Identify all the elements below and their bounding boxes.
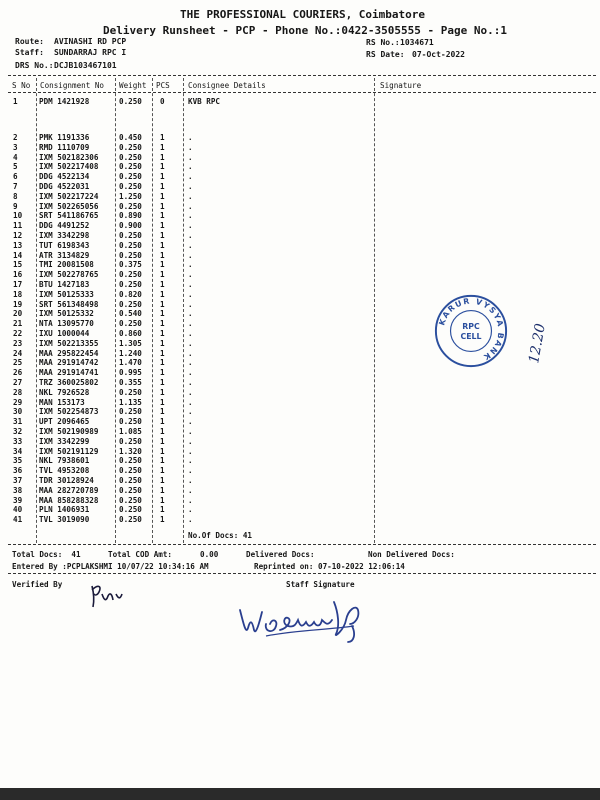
row-consignment-no: IXM 502217224: [39, 191, 99, 201]
row-consignee-details: .: [188, 270, 193, 280]
row-sno: 1: [13, 97, 18, 106]
rs-date-label: RS Date:: [366, 50, 405, 59]
row-consignee-details: .: [188, 495, 193, 505]
row-weight: 0.250: [119, 162, 142, 172]
row-weight: 0.250: [119, 201, 142, 211]
row-consignee-details: .: [188, 172, 193, 182]
divider-header: [8, 92, 596, 93]
row-pcs: 1: [160, 485, 165, 495]
row-sno: 10: [13, 211, 23, 221]
row-sno: 32: [13, 427, 23, 436]
row-consignee-details: .: [188, 250, 193, 260]
col-consignee: Consignee Details: [188, 81, 266, 90]
row-consignee-details: .: [188, 280, 193, 289]
row-sno: 23: [13, 338, 23, 348]
row-consignee-details: .: [188, 446, 193, 456]
row-sno: 25: [13, 358, 23, 368]
handwritten-note: [510, 298, 550, 368]
row-consignment-no: SRT 541186765: [39, 211, 99, 221]
row-weight: 0.250: [119, 231, 142, 240]
total-cod-label: Total COD Amt:: [108, 550, 173, 559]
total-cod-value: 0.00: [200, 550, 219, 559]
row-consignee-details: .: [188, 485, 193, 495]
divider-top: [8, 75, 596, 76]
row-consignee-details: .: [188, 436, 193, 446]
row-sno: 39: [13, 495, 23, 505]
row-consignment-no: ATR 3134829: [39, 250, 90, 260]
row-sno: 24: [13, 348, 23, 358]
total-docs: Total Docs: 41: [12, 550, 81, 559]
row-consignment-no: NKL 7938601: [39, 456, 90, 466]
rs-date-value: 07-Oct-2022: [412, 50, 465, 59]
col-sep: [183, 78, 184, 543]
row-consignee-details: .: [188, 338, 193, 348]
row-pcs: 1: [160, 270, 165, 280]
row-pcs: 1: [160, 309, 165, 319]
row-consignment-no: BTU 1427183: [39, 280, 90, 289]
row-consignment-no: IXM 50125332: [39, 309, 94, 319]
runsheet-title: Delivery Runsheet - PCP - Phone No.:0422-3505555 - Page No.:1: [103, 24, 507, 37]
drs-label: DRS No.:: [15, 61, 54, 70]
row-consignee-details: .: [188, 309, 193, 319]
no-of-docs: No.Of Docs: 41: [188, 531, 253, 540]
row-consignment-no: MAA 282720789: [39, 485, 99, 495]
row-weight: 1.135: [119, 397, 142, 407]
row-sno: 15: [13, 260, 23, 270]
row-pcs: 1: [160, 319, 165, 329]
row-weight: 0.250: [119, 172, 142, 182]
row-sno: 19: [13, 299, 23, 309]
row-pcs: 1: [160, 407, 165, 417]
row-consignment-no: IXM 502213355: [39, 338, 99, 348]
row-pcs: 1: [160, 152, 165, 162]
row-consignment-no: NTA 13095770: [39, 319, 94, 329]
rs-no-label: RS No.:: [366, 38, 400, 47]
row-weight: 0.250: [119, 319, 142, 329]
row-consignment-no: IXM 502182306: [39, 152, 99, 162]
row-consignment-no: IXM 502217408: [39, 162, 99, 172]
route-value: AVINASHI RD PCP: [54, 37, 127, 46]
row-sno: 31: [13, 417, 23, 427]
row-pcs: 1: [160, 397, 165, 407]
row-consignee-details: .: [188, 319, 193, 329]
handwritten-note-text: 12.20: [526, 322, 549, 365]
rs-no-value: 1034671: [400, 38, 434, 47]
row-consignment-no: IXM 502190989: [39, 427, 99, 436]
row-consignment-no: SRT 561348498: [39, 299, 99, 309]
row-consignee-details: KVB RPC: [188, 97, 221, 106]
row-consignment-no: MAA 295822454: [39, 348, 99, 358]
row-sno: 35: [13, 456, 23, 466]
row-consignee-details: .: [188, 162, 193, 172]
drs-value: DCJB103467101: [54, 61, 117, 70]
verifier-signature: [88, 580, 133, 610]
row-sno: 13: [13, 240, 23, 250]
non-delivered-docs: Non Delivered Docs:: [368, 550, 455, 559]
row-consignee-details: .: [188, 211, 193, 221]
row-consignee-details: .: [188, 378, 193, 387]
row-weight: 0.250: [119, 280, 142, 289]
row-consignment-no: TVL 4953208: [39, 466, 90, 476]
divider-footer: [8, 573, 596, 574]
row-sno: 4: [13, 152, 18, 162]
row-consignment-no: RMD 1110709: [39, 142, 90, 152]
row-weight: 1.250: [119, 191, 142, 201]
col-sno: S No: [12, 81, 31, 90]
col-consignment: Consignment No: [40, 81, 105, 90]
row-pcs: 0: [160, 97, 165, 106]
entered-by: Entered By :PCPLAKSHMI 10/07/22 10:34:16 AM: [12, 562, 209, 571]
row-pcs: 1: [160, 378, 165, 387]
row-sno: 37: [13, 476, 23, 485]
row-pcs: 1: [160, 201, 165, 211]
staff-signature-label: Staff Signature: [286, 580, 355, 589]
row-sno: 38: [13, 485, 23, 495]
row-pcs: 1: [160, 446, 165, 456]
row-sno: 22: [13, 329, 23, 338]
row-consignee-details: .: [188, 201, 193, 211]
col-sep: [36, 78, 37, 543]
row-weight: 0.820: [119, 289, 142, 299]
staff-label: Staff:: [15, 48, 44, 57]
row-consignee-details: .: [188, 348, 193, 358]
row-consignee-details: .: [188, 417, 193, 427]
row-pcs: 1: [160, 466, 165, 476]
col-sep: [115, 78, 116, 543]
row-pcs: 1: [160, 260, 165, 270]
row-weight: 0.900: [119, 221, 142, 231]
row-consignment-no: TMI 20081508: [39, 260, 94, 270]
row-weight: 0.540: [119, 309, 142, 319]
row-consignment-no: DDG 4522031: [39, 182, 90, 191]
row-pcs: 1: [160, 329, 165, 338]
row-weight: 0.250: [119, 142, 142, 152]
row-pcs: 1: [160, 231, 165, 240]
reprinted-on: Reprinted on: 07-10-2022 12:06:14: [254, 562, 405, 571]
row-consignment-no: IXM 3342299: [39, 436, 90, 446]
row-pcs: 1: [160, 358, 165, 368]
row-weight: 0.250: [119, 299, 142, 309]
row-consignee-details: .: [188, 505, 193, 515]
row-weight: 0.250: [119, 387, 142, 397]
row-pcs: 1: [160, 427, 165, 436]
row-weight: 0.250: [119, 495, 142, 505]
row-sno: 33: [13, 436, 23, 446]
row-consignee-details: .: [188, 427, 193, 436]
row-consignment-no: PDM 1421928: [39, 97, 90, 106]
row-weight: 0.355: [119, 378, 142, 387]
col-sep: [152, 78, 153, 543]
row-pcs: 1: [160, 348, 165, 358]
row-consignment-no: IXM 502278765: [39, 270, 99, 280]
row-consignment-no: TDR 30128924: [39, 476, 94, 485]
row-consignee-details: .: [188, 476, 193, 485]
row-consignee-details: .: [188, 515, 193, 525]
row-pcs: 1: [160, 515, 165, 525]
row-weight: 0.250: [119, 97, 142, 106]
route-label: Route:: [15, 37, 44, 46]
row-consignment-no: IXM 502191129: [39, 446, 99, 456]
row-sno: 40: [13, 505, 23, 515]
col-weight: Weight: [119, 81, 147, 90]
row-sno: 20: [13, 309, 23, 319]
row-weight: 0.860: [119, 329, 142, 338]
row-weight: 0.250: [119, 152, 142, 162]
bank-stamp: [432, 292, 510, 370]
col-sep: [374, 78, 375, 543]
row-consignment-no: TVL 3019090: [39, 515, 90, 525]
row-pcs: 1: [160, 182, 165, 191]
row-consignee-details: .: [188, 182, 193, 191]
row-weight: 0.250: [119, 270, 142, 280]
row-consignee-details: .: [188, 368, 193, 378]
row-consignment-no: UPT 2096465: [39, 417, 90, 427]
delivered-docs: Delivered Docs:: [246, 550, 315, 559]
row-sno: 6: [13, 172, 18, 182]
row-consignment-no: TRZ 360025802: [39, 378, 99, 387]
row-weight: 1.085: [119, 427, 142, 436]
company-title: THE PROFESSIONAL COURIERS, Coimbatore: [180, 8, 426, 21]
row-weight: 0.250: [119, 240, 142, 250]
row-pcs: 1: [160, 191, 165, 201]
row-pcs: 1: [160, 505, 165, 515]
row-consignee-details: .: [188, 240, 193, 250]
row-pcs: 1: [160, 387, 165, 397]
row-sno: 29: [13, 397, 23, 407]
row-sno: 2: [13, 133, 18, 142]
staff-value: SUNDARRAJ RPC I: [54, 48, 127, 57]
row-consignee-details: .: [188, 358, 193, 368]
row-consignment-no: IXU 1000044: [39, 329, 90, 338]
row-consignee-details: .: [188, 289, 193, 299]
row-consignment-no: MAA 858288328: [39, 495, 99, 505]
row-pcs: 1: [160, 133, 165, 142]
row-pcs: 1: [160, 280, 165, 289]
divider-bottom: [8, 544, 596, 545]
row-weight: 0.250: [119, 515, 142, 525]
row-consignee-details: .: [188, 387, 193, 397]
svg-text:CELL: CELL: [460, 331, 482, 341]
row-consignment-no: IXM 502254873: [39, 407, 99, 417]
row-sno: 21: [13, 319, 23, 329]
row-sno: 28: [13, 387, 23, 397]
row-sno: 36: [13, 466, 23, 476]
row-consignee-details: .: [188, 456, 193, 466]
row-sno: 12: [13, 231, 23, 240]
row-pcs: 1: [160, 436, 165, 446]
row-consignee-details: .: [188, 231, 193, 240]
row-weight: 1.240: [119, 348, 142, 358]
row-sno: 41: [13, 515, 23, 525]
row-weight: 1.320: [119, 446, 142, 456]
row-weight: 0.250: [119, 436, 142, 446]
row-sno: 5: [13, 162, 18, 172]
row-sno: 34: [13, 446, 23, 456]
row-sno: 9: [13, 201, 18, 211]
row-consignment-no: PMK 1191336: [39, 133, 90, 142]
row-weight: 0.250: [119, 456, 142, 466]
row-sno: 7: [13, 182, 18, 191]
row-consignee-details: .: [188, 466, 193, 476]
row-weight: 0.250: [119, 182, 142, 191]
row-consignment-no: MAA 291914741: [39, 368, 99, 378]
row-consignee-details: .: [188, 329, 193, 338]
row-sno: 26: [13, 368, 23, 378]
row-consignee-details: .: [188, 133, 193, 142]
verified-by-label: Verified By: [12, 580, 63, 589]
row-consignment-no: NKL 7926528: [39, 387, 90, 397]
row-pcs: 1: [160, 250, 165, 260]
row-consignment-no: DDG 4522134: [39, 172, 90, 182]
svg-text:RPC: RPC: [462, 322, 480, 332]
row-pcs: 1: [160, 211, 165, 221]
row-pcs: 1: [160, 240, 165, 250]
row-consignment-no: MAA 291914742: [39, 358, 99, 368]
row-weight: 0.250: [119, 466, 142, 476]
row-pcs: 1: [160, 289, 165, 299]
row-sno: 14: [13, 250, 23, 260]
row-sno: 27: [13, 378, 23, 387]
staff-signature: [236, 590, 386, 645]
row-pcs: 1: [160, 417, 165, 427]
row-consignment-no: PLN 1406931: [39, 505, 90, 515]
row-weight: 1.305: [119, 338, 142, 348]
row-pcs: 1: [160, 368, 165, 378]
col-pcs: PCS: [156, 81, 170, 90]
row-consignee-details: .: [188, 221, 193, 231]
row-weight: 0.250: [119, 250, 142, 260]
row-consignee-details: .: [188, 407, 193, 417]
row-consignment-no: IXM 502265056: [39, 201, 99, 211]
row-consignee-details: .: [188, 152, 193, 162]
row-consignment-no: MAN 153173: [39, 397, 85, 407]
row-pcs: 1: [160, 299, 165, 309]
row-weight: 0.375: [119, 260, 142, 270]
row-pcs: 1: [160, 495, 165, 505]
row-weight: 0.995: [119, 368, 142, 378]
row-consignee-details: .: [188, 142, 193, 152]
row-pcs: 1: [160, 221, 165, 231]
row-consignment-no: IXM 3342298: [39, 231, 90, 240]
row-weight: 0.890: [119, 211, 142, 221]
row-pcs: 1: [160, 456, 165, 466]
row-sno: 8: [13, 191, 18, 201]
svg-text:KARUR VYSYA BANK: KARUR VYSYA BANK: [437, 296, 506, 363]
row-sno: 30: [13, 407, 23, 417]
row-consignment-no: IXM 50125333: [39, 289, 94, 299]
row-weight: 0.250: [119, 505, 142, 515]
row-sno: 17: [13, 280, 23, 289]
row-weight: 1.470: [119, 358, 142, 368]
row-consignee-details: .: [188, 299, 193, 309]
row-pcs: 1: [160, 338, 165, 348]
row-weight: 0.250: [119, 476, 142, 485]
row-pcs: 1: [160, 142, 165, 152]
row-weight: 0.250: [119, 485, 142, 495]
row-pcs: 1: [160, 476, 165, 485]
row-sno: 3: [13, 142, 18, 152]
row-weight: 0.250: [119, 417, 142, 427]
row-weight: 0.250: [119, 407, 142, 417]
row-sno: 16: [13, 270, 23, 280]
col-signature: Signature: [380, 81, 422, 90]
row-consignment-no: TUT 6198343: [39, 240, 90, 250]
row-sno: 18: [13, 289, 23, 299]
row-sno: 11: [13, 221, 23, 231]
row-consignment-no: DDG 4491252: [39, 221, 90, 231]
scan-edge-bar: [0, 788, 600, 800]
row-consignee-details: .: [188, 191, 193, 201]
row-consignee-details: .: [188, 260, 193, 270]
row-pcs: 1: [160, 172, 165, 182]
row-consignee-details: .: [188, 397, 193, 407]
row-weight: 0.450: [119, 133, 142, 142]
row-pcs: 1: [160, 162, 165, 172]
